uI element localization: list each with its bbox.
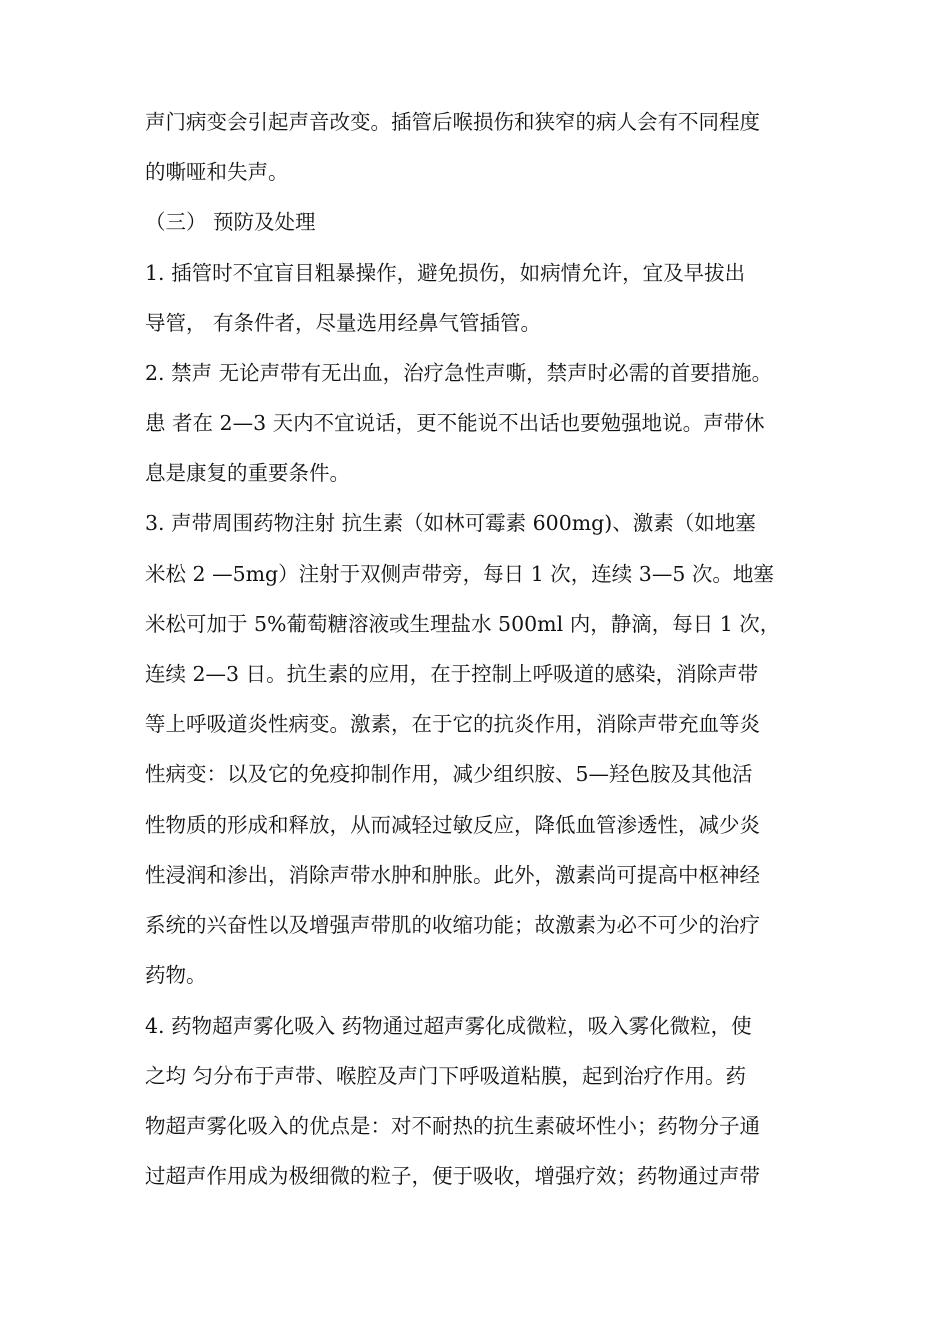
- text-line: 物超声雾化吸入的优点是：对不耐热的抗生素破坏性小；药物分子通: [145, 1114, 760, 1138]
- text-line: 导管， 有条件者，尽量选用经鼻气管插管。: [145, 311, 542, 335]
- text-line: 性物质的形成和释放，从而减轻过敏反应，降低血管渗透性，减少炎: [145, 813, 760, 837]
- text-line: 1. 插管时不宜盲目粗暴操作，避免损伤，如病情允许，宜及早拔出: [145, 261, 746, 285]
- text-line: 性病变：以及它的免疫抑制作用，减少组织胺、5—羟色胺及其他活: [145, 762, 753, 786]
- text-line: 米松 2 —5mg）注射于双侧声带旁，每日 1 次，连续 3—5 次。地塞: [145, 562, 774, 586]
- text-line: 过超声作用成为极细微的粒子，便于吸收，增强疗效；药物通过声带: [145, 1164, 760, 1188]
- text-line: 等上呼吸道炎性病变。激素，在于它的抗炎作用，消除声带充血等炎: [145, 712, 760, 736]
- text-line: 2. 禁声 无论声带有无出血，治疗急性声嘶，禁声时必需的首要措施。: [145, 361, 773, 385]
- text-line: 息是康复的重要条件。: [145, 461, 350, 485]
- section-heading: （三） 预防及处理: [145, 210, 316, 234]
- text-line: 4. 药物超声雾化吸入 药物通过超声雾化成微粒，吸入雾化微粒，使: [145, 1014, 752, 1038]
- text-line: 性浸润和渗出，消除声带水肿和肿胀。此外，激素尚可提高中枢神经: [145, 863, 760, 887]
- text-line: 连续 2—3 日。抗生素的应用，在于控制上呼吸道的感染，消除声带: [145, 662, 759, 686]
- text-line: 的嘶哑和失声。: [145, 160, 289, 184]
- text-line: 系统的兴奋性以及增强声带肌的收缩功能；故激素为必不可少的治疗: [145, 913, 760, 937]
- text-line: 之均 匀分布于声带、喉腔及声门下呼吸道粘膜，起到治疗作用。药: [145, 1064, 747, 1088]
- text-line: 患 者在 2—3 天内不宜说话，更不能说不出话也要勉强地说。声带休: [145, 411, 765, 435]
- text-line: 声门病变会引起声音改变。插管后喉损伤和狭窄的病人会有不同程度: [145, 110, 760, 134]
- text-line: 米松可加于 5%葡萄糖溶液或生理盐水 500ml 内，静滴，每日 1 次，: [145, 612, 781, 636]
- text-line: 3. 声带周围药物注射 抗生素（如林可霉素 600mg)、激素（如地塞: [145, 511, 756, 535]
- text-line: 药物。: [145, 963, 207, 987]
